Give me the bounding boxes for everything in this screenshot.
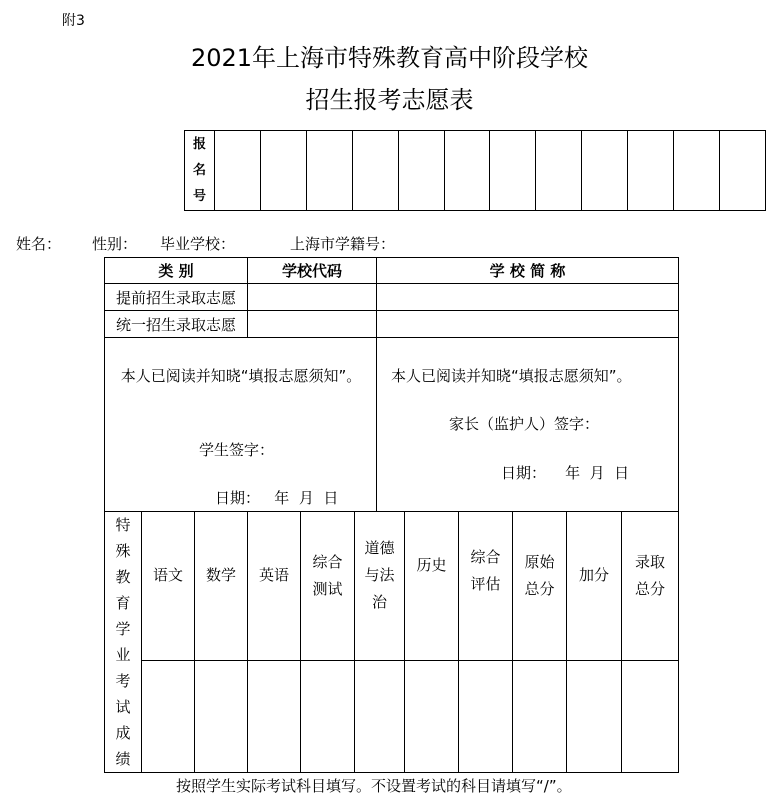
subject-english: 英语 <box>248 512 301 661</box>
side-char: 育 <box>115 594 131 612</box>
score-cell[interactable] <box>142 660 195 772</box>
side-char: 试 <box>115 698 131 716</box>
subject-math: 数学 <box>195 512 248 661</box>
reg-label <box>185 131 215 211</box>
early-school-code-cell[interactable] <box>248 284 377 311</box>
side-char: 考 <box>115 672 131 690</box>
score-cell[interactable] <box>248 660 301 772</box>
admission-total-score: 录取 总分 <box>622 512 679 661</box>
side-char: 殊 <box>115 542 131 560</box>
row-unified-admission: 统一招生录取志愿 <box>105 311 248 338</box>
header-school-name: 学 校 简 称 <box>377 258 679 284</box>
raw-total-score: 原始 总分 <box>513 512 567 661</box>
reg-digit-cell[interactable] <box>674 131 720 211</box>
reg-digit-cell[interactable] <box>398 131 444 211</box>
footnote: 按照学生实际考试科目填写。不设置考试的科目请填写“/”。 <box>176 777 572 795</box>
early-school-name-cell[interactable] <box>377 284 679 311</box>
parent-declaration: 本人已阅读并知晓“填报志愿须知”。 <box>391 367 632 385</box>
bonus-points: 加分 <box>567 512 622 661</box>
reg-digit-cell[interactable] <box>306 131 352 211</box>
reg-label-char: 号 <box>192 188 206 204</box>
reg-label-char: 名 <box>192 162 206 178</box>
score-cell[interactable] <box>567 660 622 772</box>
score-cell[interactable] <box>459 660 513 772</box>
subject-ethics-law: 道德 与法 治 <box>355 512 405 661</box>
score-cell[interactable] <box>513 660 567 772</box>
score-cell[interactable] <box>195 660 248 772</box>
page-title: 2021年上海市特殊教育高中阶段学校 <box>190 44 589 72</box>
side-char: 业 <box>115 646 131 664</box>
score-cell[interactable] <box>405 660 459 772</box>
reg-digit-cell[interactable] <box>582 131 628 211</box>
student-date-label[interactable]: 日期： 年 月 日 <box>215 489 339 507</box>
side-char: 绩 <box>115 750 131 768</box>
header-school-code: 学校代码 <box>248 258 377 284</box>
declaration-section <box>104 337 679 512</box>
student-signature-label[interactable]: 学生签字： <box>199 441 275 459</box>
student-declaration: 本人已阅读并知晓“填报志愿须知”。 <box>120 367 362 385</box>
subject-history: 历史 <box>405 512 459 661</box>
unified-school-name-cell[interactable] <box>377 311 679 338</box>
score-side-label <box>105 512 142 773</box>
header-category: 类 别 <box>105 258 248 284</box>
registration-number-box <box>184 130 766 211</box>
subject-comprehensive-test: 综合 测试 <box>301 512 355 661</box>
score-table <box>104 511 679 773</box>
student-id-label: 上海市学籍号： <box>290 235 396 253</box>
page-subtitle: 招生报考志愿表 <box>305 86 474 114</box>
subject-chinese: 语文 <box>142 512 195 661</box>
choice-table <box>104 257 679 338</box>
score-cell[interactable] <box>622 660 679 772</box>
parent-signature-label[interactable]: 家长（监护人）签字： <box>449 415 600 433</box>
reg-label-char: 报 <box>192 136 206 152</box>
score-cell[interactable] <box>355 660 405 772</box>
score-cell[interactable] <box>301 660 355 772</box>
side-char: 特 <box>115 516 131 534</box>
side-char: 教 <box>115 568 131 586</box>
side-char: 学 <box>115 620 131 638</box>
reg-digit-cell[interactable] <box>628 131 674 211</box>
reg-digit-cell[interactable] <box>444 131 490 211</box>
unified-school-code-cell[interactable] <box>248 311 377 338</box>
school-label: 毕业学校： <box>160 235 236 253</box>
attachment-label: 附3 <box>62 13 85 29</box>
reg-digit-cell[interactable] <box>215 131 261 211</box>
reg-digit-cell[interactable] <box>719 131 765 211</box>
reg-digit-cell[interactable] <box>260 131 306 211</box>
row-early-admission: 提前招生录取志愿 <box>105 284 248 311</box>
reg-digit-cell[interactable] <box>536 131 582 211</box>
reg-digit-cell[interactable] <box>490 131 536 211</box>
reg-digit-cell[interactable] <box>352 131 398 211</box>
gender-label: 性别： <box>92 235 138 253</box>
name-label: 姓名： <box>16 235 62 253</box>
subject-comprehensive-assessment: 综合 评估 <box>459 512 513 661</box>
parent-date-label[interactable]: 日期： 年 月 日 <box>501 464 630 482</box>
side-char: 成 <box>115 724 131 742</box>
